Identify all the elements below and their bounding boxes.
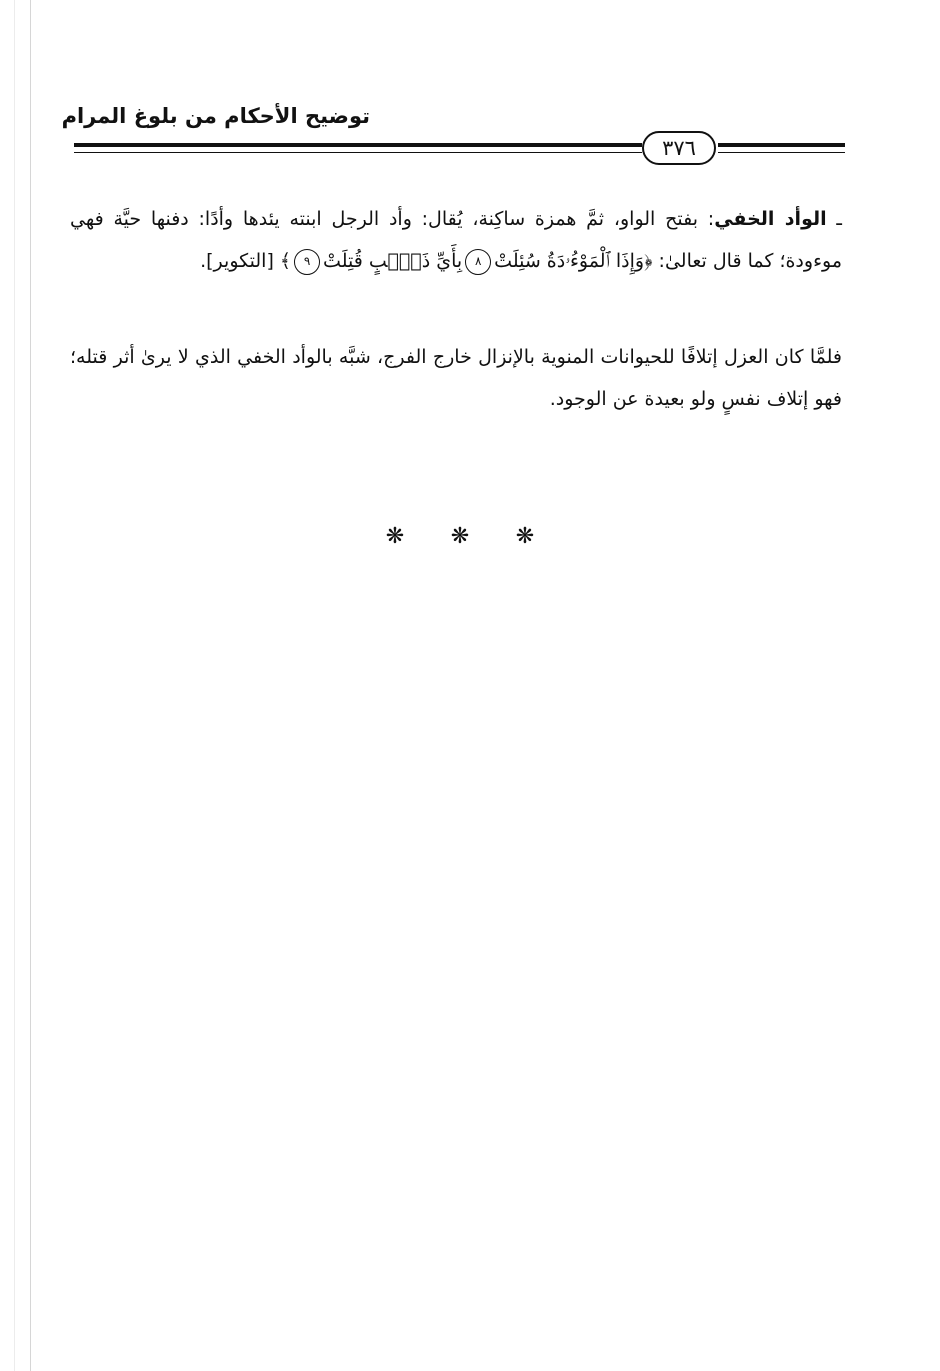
section-separator bbox=[380, 522, 540, 552]
verse-open-bracket: ﴿ bbox=[644, 250, 653, 272]
separator-star: ❋ bbox=[385, 524, 405, 549]
header-rule-right bbox=[718, 143, 845, 147]
scan-edge-line bbox=[14, 0, 15, 1371]
header-rule-left-thin bbox=[74, 152, 642, 153]
separator-star: ❋ bbox=[515, 524, 535, 549]
list-dash: ـ bbox=[826, 208, 842, 230]
defined-term: الوأد الخفي bbox=[714, 208, 827, 230]
page-number: ٣٧٦ bbox=[642, 131, 716, 165]
paragraph-explanation bbox=[70, 336, 842, 420]
header-rule-right-thin bbox=[718, 152, 845, 153]
ayah-number-marker: ٩ bbox=[294, 249, 320, 275]
definition-text: : بفتح الواو، ثمَّ همزة ساكِنة، يُقال: وأد الرجل ابنته يئدها وأدًا: دفنها حيَّة فهي موءودة؛ كما قال تعالىٰ: bbox=[70, 208, 842, 272]
quran-verse-part1: وَإِذَا ٱلْمَوْءُۥدَةُ سُئِلَتْ bbox=[494, 250, 645, 272]
header-rule-left bbox=[74, 143, 642, 147]
verse-source: [التكوير]. bbox=[200, 250, 280, 272]
quran-verse-part2: بِأَيِّ ذَنْۢبٍ قُتِلَتْ bbox=[323, 250, 463, 272]
scan-edge-line bbox=[30, 0, 31, 1371]
ayah-number-marker: ٨ bbox=[465, 249, 491, 275]
separator-star: ❋ bbox=[450, 524, 470, 549]
running-header-title: توضيح الأحكام من بلوغ المرام bbox=[61, 104, 370, 128]
paragraph-definition bbox=[70, 198, 842, 282]
explanation-text: فلمَّا كان العزل إتلافًا للحيوانات المنوية بالإنزال خارج الفرج، شبَّه بالوأد الخفي الذي لا يرىٰ أثر قتله؛ فهو إتلاف نفسٍ ولو بعيدة عن الوجود. bbox=[70, 346, 842, 410]
verse-close-bracket: ﴾ bbox=[279, 250, 292, 272]
